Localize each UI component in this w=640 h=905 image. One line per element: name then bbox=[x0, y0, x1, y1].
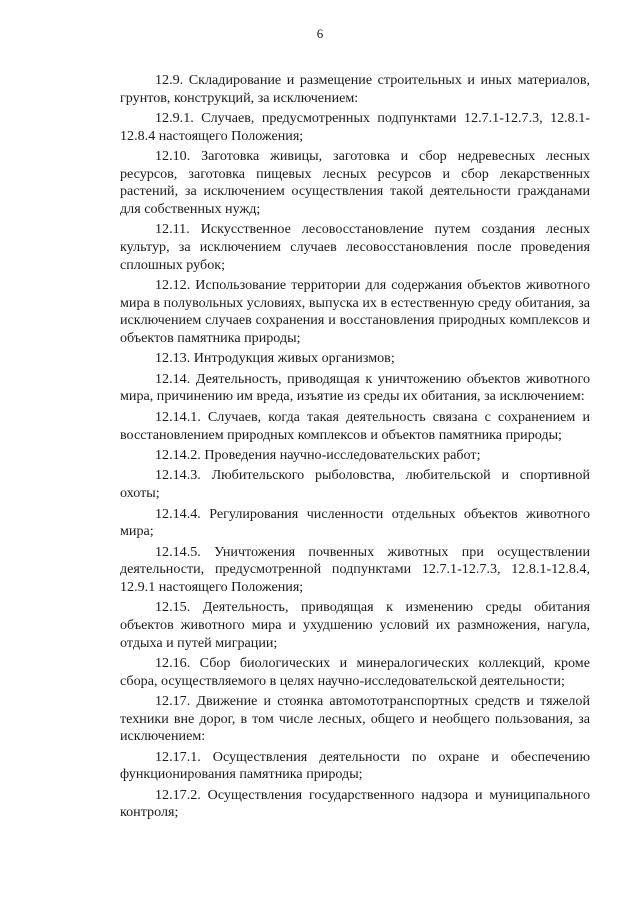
paragraph-12-14-4: 12.14.4. Регулирования численности отдельных объектов животного мира; bbox=[120, 505, 590, 540]
paragraph-12-14-1: 12.14.1. Случаев, когда такая деятельность связана с сохранением и восстановлением природных комплексов и объектов памятника природы; bbox=[120, 408, 590, 443]
paragraph-12-15: 12.15. Деятельность, приводящая к изменению среды обитания объектов животного мира и ухудшению условий их размножения, нагула, отдыха и путей миграции; bbox=[120, 599, 590, 651]
paragraph-12-14: 12.14. Деятельность, приводящая к уничтожению объектов животного мира, причинению им вреда, изъятие из среды их обитания, за исключением: bbox=[120, 370, 590, 405]
paragraph-12-12: 12.12. Использование территории для содержания объектов животного мира в полувольных условиях, выпуска их в естественную среду обитания, за исключением случаев сохранения и восстановления природных комплексов и объектов памятника природы; bbox=[120, 277, 590, 346]
document-body bbox=[120, 72, 590, 825]
paragraph-12-9-1: 12.9.1. Случаев, предусмотренных подпунктами 12.7.1-12.7.3, 12.8.1-12.8.4 настоящего Положения; bbox=[120, 110, 590, 144]
paragraph-12-16: 12.16. Сбор биологических и минералогических коллекций, кроме сбора, осуществляемого в целях научно-исследовательской деятельности; bbox=[120, 654, 590, 689]
paragraph-12-17-1: 12.17.1. Осуществления деятельности по охране и обеспечению функционирования памятника природы; bbox=[120, 748, 590, 783]
paragraph-12-17-2: 12.17.2. Осуществления государственного надзора и муниципального контроля; bbox=[120, 786, 590, 821]
paragraph-12-17: 12.17. Движение и стоянка автомототранспортных средств и тяжелой техники вне дорог, в том числе лесных, общего и необщего пользования, за исключением: bbox=[120, 693, 590, 745]
paragraph-12-14-2: 12.14.2. Проведения научно-исследовательских работ; bbox=[155, 447, 481, 463]
paragraph-12-13: 12.13. Интродукция живых организмов; bbox=[155, 350, 395, 367]
paragraph-12-11: 12.11. Искусственное лесовосстановление путем создания лесных культур, за исключением случаев лесовосстановления после проведения сплошных рубок; bbox=[120, 221, 590, 273]
paragraph-12-14-5: 12.14.5. Уничтожения почвенных животных при осуществлении деятельности, предусмотренной подпунктами 12.7.1-12.7.3, 12.8.1-12.8.4, 12.9.1 настоящего Положения; bbox=[120, 543, 590, 595]
paragraph-12-9: 12.9. Складирование и размещение строительных и иных материалов, грунтов, конструкций, за исключением: bbox=[120, 72, 590, 106]
page-number: 6 bbox=[316, 26, 324, 41]
paragraph-12-14-3: 12.14.3. Любительского рыболовства, любительской и спортивной охоты; bbox=[120, 467, 590, 502]
paragraph-12-10: 12.10. Заготовка живицы, заготовка и сбор недревесных лесных ресурсов, заготовка пищевых лесных ресурсов и сбор лекарственных растений, за исключением осуществления такой деятельности гражданами для собственных нужд; bbox=[120, 148, 590, 217]
